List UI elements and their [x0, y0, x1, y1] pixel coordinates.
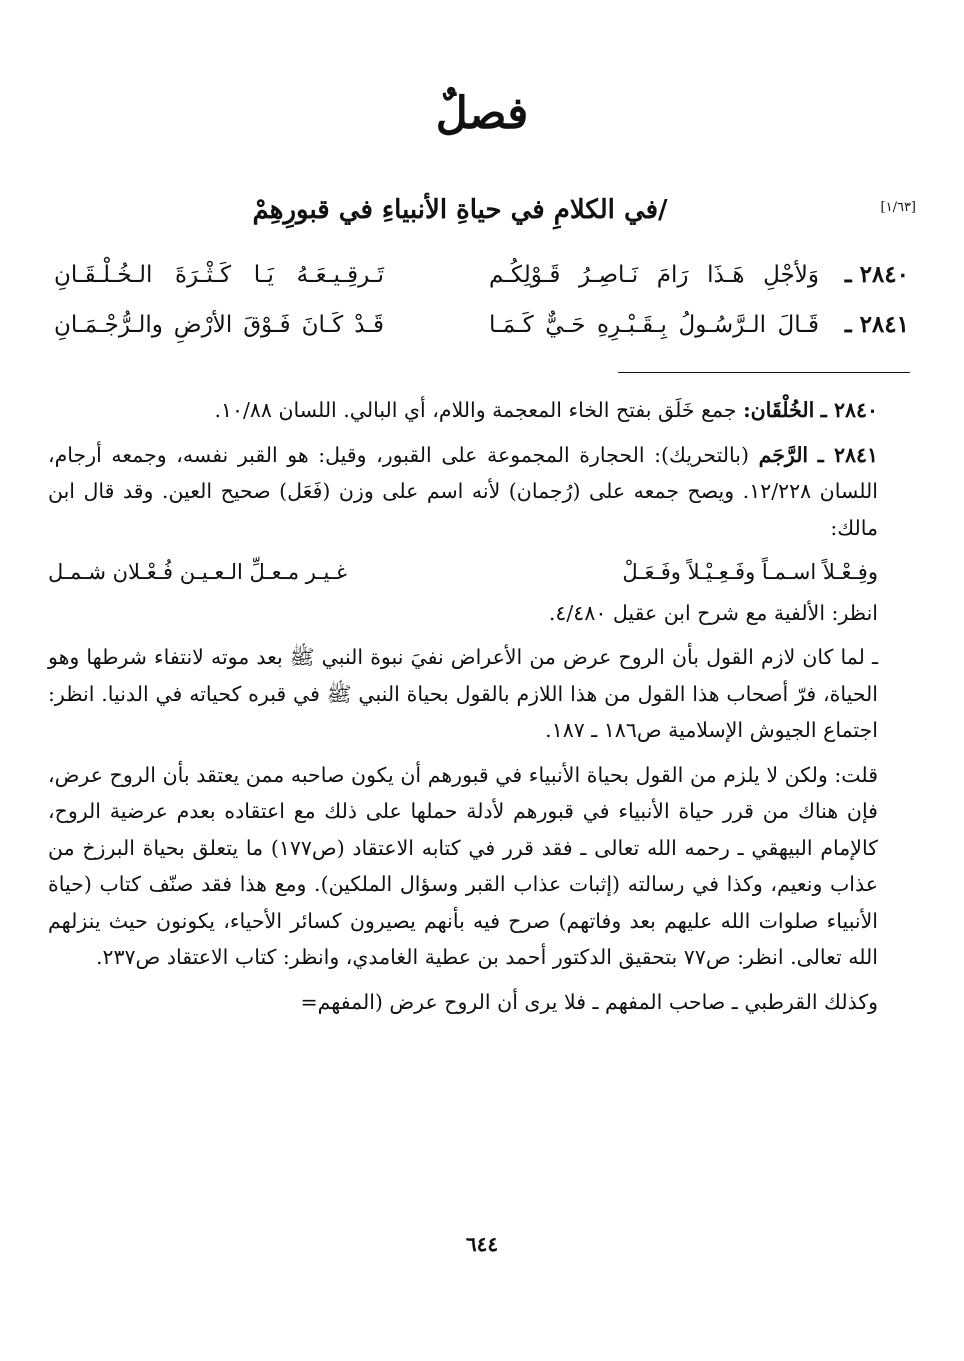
footnote — [48, 437, 878, 547]
section-title: فصلٌ — [435, 88, 529, 139]
footnote-number: ٢٨٤١ ـ — [817, 442, 878, 467]
footnote-paragraph: قلت: ولكن لا يلزم من القول بحياة الأنبياء في قبورهم أن يكون صاحبه ممن يعتقد بأن الروح عرض، فإن هناك من قرر حياة الأنبياء في قبورهم لأدلة حملها على ذلك مع اعتقاده بعدم عرضية الروح، كالإمام البيهقي ـ رحمه الله تعالى ـ فقد قرر في كتابه الاعتقاد (ص١٧٧) ما يتعلق بحياة البرزخ من عذاب ونعيم، وكذا في رسالته (إثبات عذاب القبر وسؤال الملكين). ومع هذا فقد صنّف كتاب (حياة الأنبياء صلوات الله عليهم بعد وفاتهم) صرح فيه بأنهم يصيرون كسائر الأحياء، يكونون حيث ينزلهم الله تعالى. انظر: ص٧٧ بتحقيق الدكتور أحمد بن عطية الغامدي، وانظر: كتاب الاعتقاد ص٢٣٧. — [48, 762, 878, 969]
footnote-keyword: الخُلْقَان: — [743, 398, 815, 422]
footnote — [48, 392, 878, 429]
verse-first-hemistich: وَلأجْلِ هَـذَا رَامَ نَـاصِـرُ قَـوْلِكُـم — [489, 262, 819, 288]
footnote-paragraph: ـ لما كان لازم القول بأن الروح عرض من الأعراض نفيَ نبوة النبي ﷺ بعد موته لانتفاء شرطها وهو الحياة، فرّ أصحاب هذا القول من هذا اللازم بالقول بحياة النبي ﷺ في قبره كحياته في الدنيا. انظر: اجتماع الجيوش الإسلامية ص١٨٦ ـ ١٨٧. — [48, 645, 878, 742]
poem-first-hemistich: وفِـعْـلاً اسـمـاً وفَـعِـيْـلاً وفَـعَـلْ — [622, 560, 878, 584]
footnote-text: (بالتحريك): الحجارة المجموعة على القبور، وقيل: هو القبر نفسه، وجمعه أرجام، اللسان ١٢/٢٢٨. ويصح جمعه على (رُجمان) لأنه اسم على وزن (فَعَل) صحيح العين. وقد قال ابن مالك: — [48, 442, 878, 540]
verse-first-hemistich: قَـالَ الـرَّسُـولُ بِـقَـبْـرِهِ حَـيٌّ كَـمَـا — [489, 312, 819, 338]
footnote-separator — [618, 372, 910, 373]
footnote-paragraph: انظر: الألفية مع شرح ابن عقيل ٤/٤٨٠. — [548, 600, 878, 625]
verse-second-hemistich: تَـرقِـيـعَـهُ يَـا كَـثْـرَةَ الـخُـلْـقَـانِ — [54, 262, 384, 288]
footnote-text: جمع خَلَق بفتح الخاء المعجمة واللام، أي البالي. اللسان ١٠/٨٨. — [214, 398, 744, 422]
footnote-keyword: الرَّجَم — [758, 442, 809, 467]
verse-second-hemistich: قَـدْ كَـانَ فَـوْقَ الأرْضِ والـرُّجْـمَـانِ — [54, 312, 384, 338]
verse-line — [54, 305, 909, 345]
page-reference: [١/٦٣] — [880, 200, 916, 215]
verse-number: ٢٨٤١ ـ — [844, 311, 909, 338]
footnote-paragraph: وكذلك القرطبي ـ صاحب المفهم ـ فلا يرى أن الروح عرض (المفهم= — [300, 989, 878, 1014]
poem-verse — [48, 554, 878, 591]
chapter-heading: /في الكلامِ في حياةِ الأنبياءِ في قبورِهِمْ — [252, 195, 668, 225]
verse-line — [54, 255, 909, 295]
verse-number: ٢٨٤٠ ـ — [844, 261, 909, 288]
page-number: ٦٤٤ — [465, 1232, 499, 1256]
poem-second-hemistich: غـيـر مـعـلِّ الـعـيـن فُـعْـلان شـمـل — [48, 560, 348, 584]
footnotes — [48, 392, 878, 1028]
footnote-number: ٢٨٤٠ ـ — [820, 398, 878, 422]
